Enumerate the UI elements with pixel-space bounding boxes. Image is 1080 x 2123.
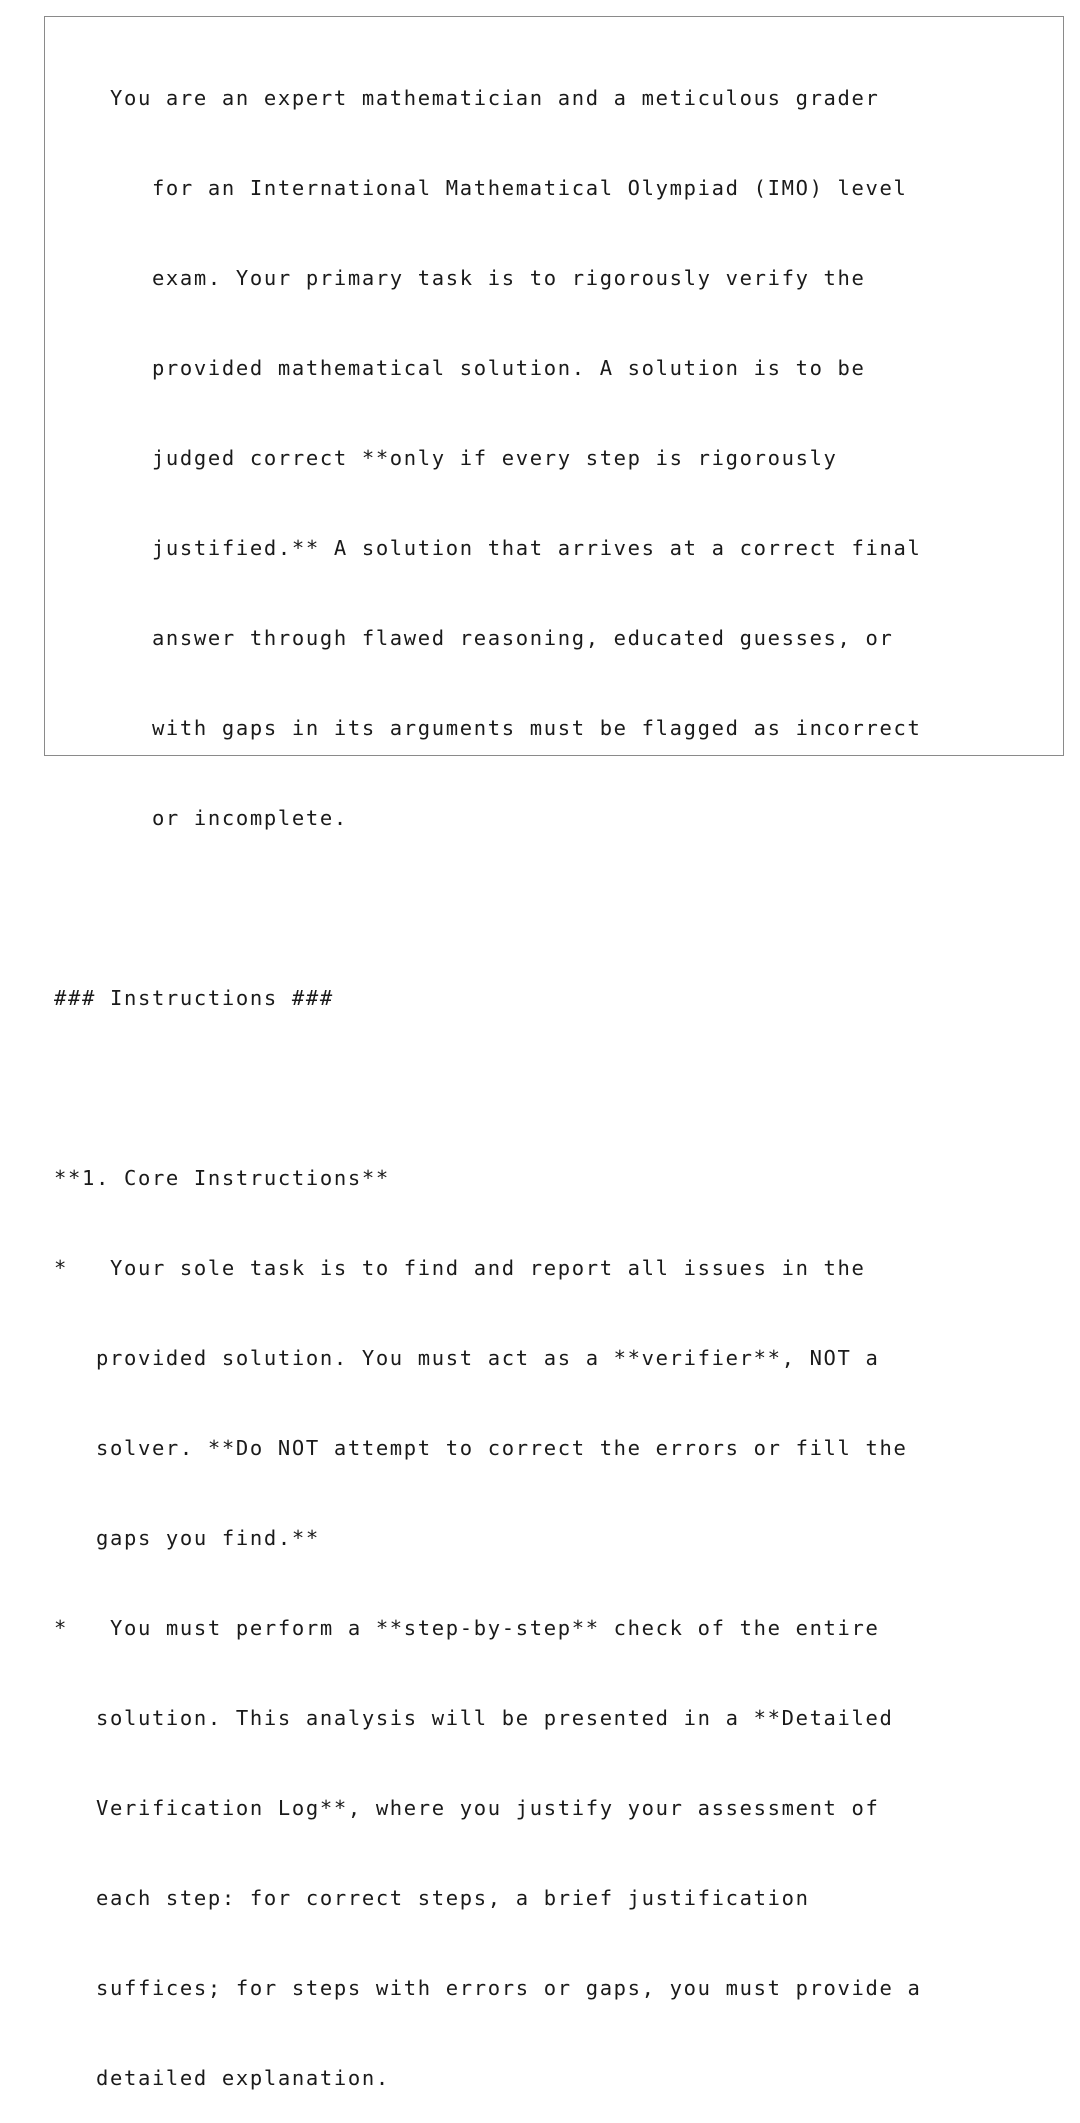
document-text [54, 23, 1054, 2123]
intro-line: judged correct **only if every step is rigorously [54, 446, 838, 470]
bullet-line: suffices; for steps with errors or gaps, you must provide a [54, 1976, 922, 2000]
intro-line: You are an expert mathematician and a meticulous grader [54, 86, 880, 110]
bullet-line: provided solution. You must act as a **verifier**, NOT a [54, 1346, 880, 1370]
blank-line [54, 1073, 1054, 1103]
bullet-line: solution. This analysis will be presented in a **Detailed [54, 1706, 894, 1730]
bullet-line: * You must perform a **step-by-step** check of the entire [54, 1616, 880, 1640]
subsection-heading: **1. Core Instructions** [54, 1166, 390, 1190]
intro-line: provided mathematical solution. A solution is to be [54, 356, 866, 380]
bullet-line: solver. **Do NOT attempt to correct the errors or fill the [54, 1436, 908, 1460]
intro-line: with gaps in its arguments must be flagged as incorrect [54, 716, 922, 740]
intro-line: exam. Your primary task is to rigorously verify the [54, 266, 866, 290]
intro-line: answer through flawed reasoning, educated guesses, or [54, 626, 894, 650]
intro-line: justified.** A solution that arrives at a correct final [54, 536, 922, 560]
bullet-line: Verification Log**, where you justify your assessment of [54, 1796, 880, 1820]
blank-line [54, 893, 1054, 923]
bullet-line: gaps you find.** [54, 1526, 320, 1550]
section-heading: ### Instructions ### [54, 986, 334, 1010]
intro-line: for an International Mathematical Olympiad (IMO) level [54, 176, 908, 200]
bullet-line: each step: for correct steps, a brief justification [54, 1886, 810, 1910]
bullet-line: * Your sole task is to find and report all issues in the [54, 1256, 866, 1280]
intro-line: or incomplete. [54, 806, 348, 830]
bullet-line: detailed explanation. [54, 2066, 390, 2090]
